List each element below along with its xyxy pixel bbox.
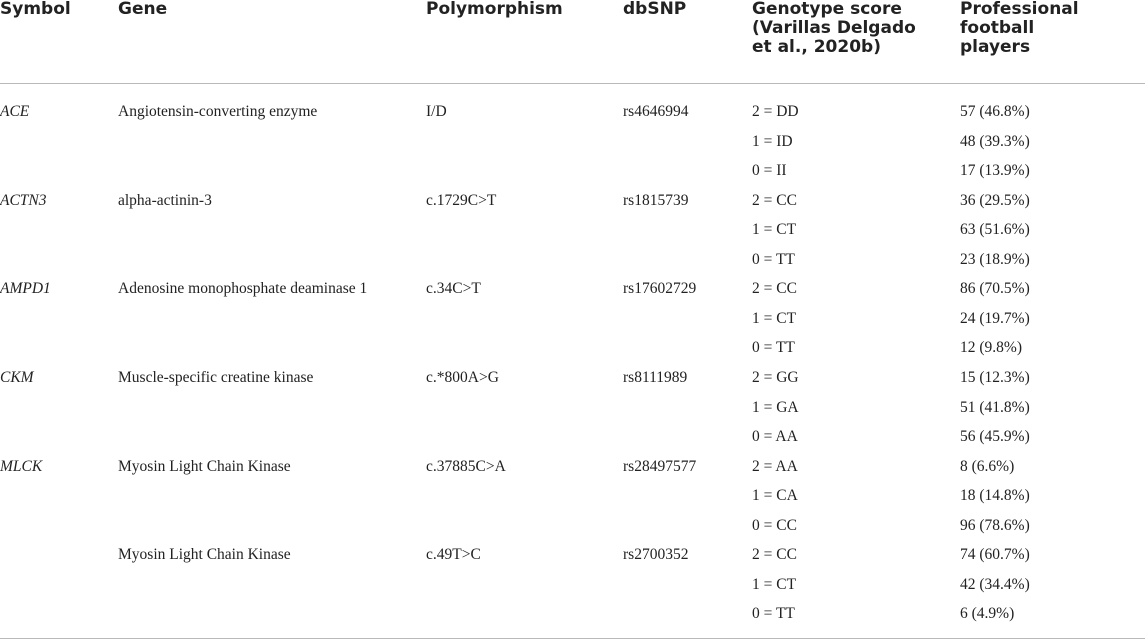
table-row [0,570,1145,600]
cell-players: 57 (46.8%) [960,103,1030,120]
cell-players: 56 (45.9%) [960,428,1030,446]
cell-gene: Angiotensin-converting enzyme [118,103,318,120]
header-gene: Gene [118,0,168,19]
table-row [0,481,1145,511]
table-row [0,333,1145,363]
header-divider [0,83,1145,84]
table-row [0,245,1145,275]
table-row [0,511,1145,541]
cell-polymorphism: c.1729C>T [426,191,497,209]
table-row [0,393,1145,423]
cell-polymorphism: c.34C>T [426,280,481,298]
header-dbsnp: dbSNP [623,0,687,19]
cell-players: 18 (14.8%) [960,487,1030,505]
header-players-line-1: Professional football [960,0,1079,38]
table-row [0,452,1145,482]
cell-genotype-score: 0 = TT [752,339,795,357]
cell-polymorphism: c.*800A>G [426,368,499,386]
cell-players: 86 (70.5%) [960,280,1030,298]
cell-gene: alpha-actinin-3 [118,191,212,209]
cell-players: 23 (18.9%) [960,250,1030,268]
header-genotype-score-line-1: Genotype score [752,0,902,19]
table-row [0,274,1145,304]
cell-symbol: AMPD1 [0,280,51,298]
cell-symbol: ACTN3 [0,191,47,209]
cell-players: 96 (78.6%) [960,516,1030,534]
cell-genotype-score: 0 = TT [752,605,795,623]
table-row [0,599,1145,629]
cell-players: 42 (34.4%) [960,575,1030,593]
cell-polymorphism: I/D [426,103,447,120]
table-header [0,0,1145,84]
cell-players: 51 (41.8%) [960,398,1030,416]
table-row [0,186,1145,216]
cell-gene: Myosin Light Chain Kinase [118,546,291,564]
cell-genotype-score: 0 = TT [752,250,795,268]
cell-genotype-score: 0 = AA [752,428,798,446]
cell-symbol: CKM [0,368,34,386]
cell-players: 15 (12.3%) [960,368,1030,386]
table-row [0,156,1145,186]
cell-genotype-score: 1 = ID [752,132,793,150]
table-row [0,363,1145,393]
cell-genotype-score: 0 = II [752,162,787,180]
cell-players: 36 (29.5%) [960,191,1030,209]
cell-symbol: ACE [0,103,30,120]
table-bottom-divider [0,638,1145,639]
cell-symbol: MLCK [0,457,43,475]
cell-genotype-score: 1 = CT [752,221,797,239]
cell-polymorphism: c.37885C>A [426,457,506,475]
table-row [0,304,1145,334]
cell-genotype-score: 1 = CA [752,487,798,505]
cell-genotype-score: 2 = CC [752,191,797,209]
cell-genotype-score: 1 = CT [752,575,797,593]
cell-dbsnp: rs28497577 [623,457,697,475]
cell-dbsnp: rs2700352 [623,546,689,564]
header-genotype-score-line-2: (Varillas Delgado [752,18,916,38]
cell-players: 8 (6.6%) [960,457,1015,475]
header-genotype-score-line-3: et al., 2020b) [752,37,881,57]
cell-genotype-score: 1 = CT [752,309,797,327]
cell-dbsnp: rs8111989 [623,368,688,386]
header-polymorphism: Polymorphism [426,0,563,19]
cell-dbsnp: rs4646994 [623,103,689,120]
header-players [960,0,1145,57]
cell-polymorphism: c.49T>C [426,546,481,564]
cell-gene: Muscle-specific creatine kinase [118,368,314,386]
header-symbol: Symbol [0,0,71,19]
table-row [0,97,1145,127]
table-row [0,127,1145,157]
cell-gene: Adenosine monophosphate deaminase 1 [118,280,368,298]
header-genotype-score [752,0,916,57]
cell-players: 6 (4.9%) [960,605,1015,623]
cell-players: 48 (39.3%) [960,132,1030,150]
cell-dbsnp: rs17602729 [623,280,697,298]
cell-players: 63 (51.6%) [960,221,1030,239]
cell-genotype-score: 2 = AA [752,457,798,475]
table-row [0,215,1145,245]
cell-genotype-score: 2 = GG [752,368,799,386]
table-row [0,540,1145,570]
table-row [0,422,1145,452]
cell-genotype-score: 1 = GA [752,398,799,416]
cell-players: 74 (60.7%) [960,546,1030,564]
header-players-line-2: players [960,37,1031,57]
cell-dbsnp: rs1815739 [623,191,689,209]
cell-genotype-score: 0 = CC [752,516,797,534]
cell-genotype-score: 2 = CC [752,280,797,298]
cell-gene: Myosin Light Chain Kinase [118,457,291,475]
cell-genotype-score: 2 = CC [752,546,797,564]
cell-players: 17 (13.9%) [960,162,1030,180]
cell-genotype-score: 2 = DD [752,103,799,120]
cell-players: 24 (19.7%) [960,309,1030,327]
cell-players: 12 (9.8%) [960,339,1022,357]
